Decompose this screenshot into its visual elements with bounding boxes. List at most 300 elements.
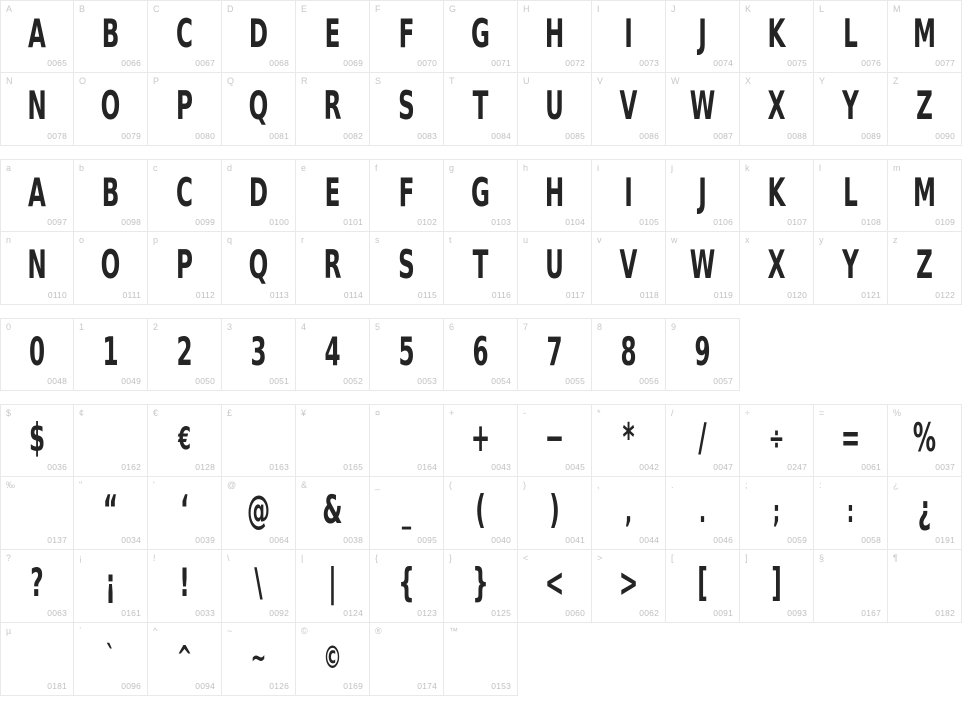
- glyph-preview: J: [698, 11, 707, 57]
- glyph-cell[interactable]: [740, 0, 814, 73]
- glyph-char-label: =: [819, 408, 825, 418]
- glyph-char-label: £: [227, 408, 233, 418]
- glyph-cell[interactable]: [370, 0, 444, 73]
- glyph-char-label: w: [671, 235, 678, 245]
- glyph-cell[interactable]: [222, 159, 296, 232]
- glyph-char-label: s: [375, 235, 380, 245]
- glyph-cell[interactable]: [518, 73, 592, 146]
- glyph-cell[interactable]: [370, 550, 444, 623]
- glyph-cell[interactable]: [518, 0, 592, 73]
- glyph-char-label: ¥: [301, 408, 307, 418]
- glyph-cell[interactable]: [666, 404, 740, 477]
- glyph-cell[interactable]: [444, 0, 518, 73]
- glyph-char-label: 6: [449, 322, 455, 332]
- glyph-cell-empty: [518, 623, 592, 696]
- glyph-char-label: e: [301, 163, 307, 173]
- glyph-code-label: 0117: [565, 290, 585, 300]
- glyph-cell[interactable]: [296, 159, 370, 232]
- glyph-code-label: 0097: [47, 217, 67, 227]
- glyph-cell[interactable]: [740, 550, 814, 623]
- glyph-preview: ©: [323, 638, 342, 676]
- glyph-preview: P: [176, 84, 193, 130]
- glyph-char-label: c: [153, 163, 158, 173]
- glyph-char-label: \: [227, 553, 230, 563]
- glyph-cell[interactable]: [74, 232, 148, 305]
- glyph-char-label: $: [6, 408, 12, 418]
- glyph-cell[interactable]: [592, 477, 666, 550]
- glyph-code-label: 0153: [491, 681, 511, 691]
- glyph-cell[interactable]: [740, 232, 814, 305]
- glyph-cell[interactable]: [740, 73, 814, 146]
- glyph-cell[interactable]: [0, 318, 74, 391]
- glyph-cell[interactable]: [296, 232, 370, 305]
- glyph-cell[interactable]: [296, 0, 370, 73]
- glyph-cell[interactable]: [814, 404, 888, 477]
- glyph-code-label: 0093: [787, 608, 807, 618]
- glyph-preview: ~: [250, 638, 267, 676]
- glyph-code-label: 0061: [861, 462, 881, 472]
- glyph-cell[interactable]: [0, 404, 74, 477]
- glyph-cell-empty: [740, 318, 814, 391]
- glyph-code-label: 0040: [491, 535, 511, 545]
- glyph-cell[interactable]: [148, 159, 222, 232]
- glyph-preview: K: [767, 170, 786, 216]
- glyph-code-label: 0077: [935, 58, 955, 68]
- glyph-cell[interactable]: [592, 404, 666, 477]
- glyph-preview: ‘: [180, 488, 189, 534]
- glyph-cell[interactable]: [222, 318, 296, 391]
- glyph-char-label: ¿: [893, 480, 899, 490]
- glyph-cell[interactable]: [666, 550, 740, 623]
- glyph-cell[interactable]: [592, 550, 666, 623]
- glyph-char-label: ®: [375, 626, 382, 636]
- glyph-cell[interactable]: [296, 318, 370, 391]
- glyph-cell[interactable]: [518, 477, 592, 550]
- glyph-preview: X: [767, 243, 786, 289]
- glyph-cell[interactable]: [444, 623, 518, 696]
- glyph-char-label: 1: [79, 322, 85, 332]
- glyph-cell[interactable]: [222, 73, 296, 146]
- glyph-code-label: 0102: [417, 217, 437, 227]
- glyph-cell[interactable]: [74, 318, 148, 391]
- glyph-preview: S: [398, 243, 415, 289]
- glyph-char-label: z: [893, 235, 898, 245]
- glyph-cell[interactable]: [370, 477, 444, 550]
- glyph-cell[interactable]: [74, 550, 148, 623]
- glyph-preview: Q: [248, 84, 269, 130]
- glyph-code-label: 0107: [787, 217, 807, 227]
- glyph-code-label: 0124: [343, 608, 363, 618]
- glyph-preview: [: [697, 561, 708, 607]
- glyph-preview: −: [544, 415, 565, 461]
- glyph-char-label: C: [153, 4, 160, 14]
- glyph-code-label: 0057: [713, 376, 733, 386]
- glyph-char-label: ¢: [79, 408, 85, 418]
- glyph-cell[interactable]: [888, 0, 962, 73]
- glyph-cell-empty: [814, 318, 888, 391]
- glyph-char-label: /: [671, 408, 674, 418]
- glyph-char-label: ;: [745, 480, 748, 490]
- glyph-char-label: V: [597, 76, 604, 86]
- glyph-code-label: 0058: [861, 535, 881, 545]
- glyph-code-label: 0088: [787, 131, 807, 141]
- glyph-code-label: 0182: [935, 608, 955, 618]
- glyph-cell[interactable]: [370, 73, 444, 146]
- glyph-char-label: ©: [301, 626, 308, 636]
- glyph-cell[interactable]: [148, 73, 222, 146]
- glyph-code-label: 0086: [639, 131, 659, 141]
- glyph-cell[interactable]: [666, 0, 740, 73]
- glyph-char-label: `: [79, 626, 82, 636]
- glyph-cell[interactable]: [814, 550, 888, 623]
- glyph-code-label: 0080: [195, 131, 215, 141]
- glyph-char-label: µ: [6, 626, 12, 636]
- glyph-cell[interactable]: [740, 159, 814, 232]
- glyph-preview: 4: [324, 329, 341, 375]
- glyph-code-label: 0162: [121, 462, 141, 472]
- glyph-char-label: >: [597, 553, 603, 563]
- glyph-code-label: 0092: [269, 608, 289, 618]
- glyph-cell[interactable]: [296, 550, 370, 623]
- glyph-cell[interactable]: [444, 477, 518, 550]
- glyph-code-label: 0085: [565, 131, 585, 141]
- glyph-cell[interactable]: [592, 159, 666, 232]
- glyph-preview: Z: [916, 243, 933, 289]
- glyph-preview: G: [471, 170, 490, 216]
- glyph-char-label: Y: [819, 76, 826, 86]
- glyph-cell[interactable]: [444, 159, 518, 232]
- glyph-cell[interactable]: [296, 404, 370, 477]
- glyph-cell[interactable]: [592, 73, 666, 146]
- glyph-cell[interactable]: [370, 404, 444, 477]
- glyph-char-label: 0: [6, 322, 12, 332]
- glyph-char-label: Z: [893, 76, 899, 86]
- glyph-cell[interactable]: [814, 232, 888, 305]
- glyph-cell[interactable]: [888, 477, 962, 550]
- glyph-code-label: 0062: [639, 608, 659, 618]
- glyph-code-label: 0125: [491, 608, 511, 618]
- glyph-preview: ]: [771, 561, 782, 607]
- glyph-preview: H: [544, 170, 565, 216]
- glyph-cell[interactable]: [666, 232, 740, 305]
- glyph-char-label: ,: [597, 480, 600, 490]
- glyph-preview: |: [328, 561, 337, 607]
- glyph-code-label: 0050: [195, 376, 215, 386]
- glyph-cell[interactable]: [814, 477, 888, 550]
- glyph-cell-empty: [814, 623, 888, 696]
- glyph-cell[interactable]: [740, 477, 814, 550]
- glyph-cell[interactable]: [0, 232, 74, 305]
- glyph-char-label: 5: [375, 322, 381, 332]
- glyph-cell[interactable]: [666, 73, 740, 146]
- glyph-cell[interactable]: [444, 404, 518, 477]
- glyph-char-label: m: [893, 163, 901, 173]
- glyph-preview: >: [618, 561, 639, 607]
- glyph-cell[interactable]: [814, 0, 888, 73]
- glyph-char-label: ]: [745, 553, 748, 563]
- glyph-char-label: 7: [523, 322, 529, 332]
- glyph-code-label: 0116: [491, 290, 511, 300]
- glyph-char-label: ¶: [893, 553, 898, 563]
- glyph-code-label: 0110: [47, 290, 67, 300]
- glyph-preview: J: [698, 170, 707, 216]
- glyph-code-label: 0118: [639, 290, 659, 300]
- glyph-code-label: 0079: [121, 131, 141, 141]
- glyph-char-label: h: [523, 163, 529, 173]
- glyph-code-label: 0105: [639, 217, 659, 227]
- glyph-block-lowercase-letters: [0, 159, 970, 305]
- glyph-cell[interactable]: [222, 477, 296, 550]
- glyph-code-label: 0053: [417, 376, 437, 386]
- glyph-code-label: 0114: [343, 290, 363, 300]
- glyph-cell[interactable]: [148, 477, 222, 550]
- glyph-cell[interactable]: [74, 404, 148, 477]
- glyph-code-label: 0164: [417, 462, 437, 472]
- glyph-code-label: 0161: [121, 608, 141, 618]
- glyph-code-label: 0128: [195, 462, 215, 472]
- glyph-preview: N: [27, 84, 47, 130]
- glyph-cell[interactable]: [148, 623, 222, 696]
- glyph-char-label: g: [449, 163, 455, 173]
- glyph-char-label: !: [153, 553, 156, 563]
- glyph-code-label: 0060: [565, 608, 585, 618]
- glyph-char-label: i: [597, 163, 599, 173]
- glyph-cell[interactable]: [296, 73, 370, 146]
- glyph-code-label: 0091: [713, 608, 733, 618]
- glyph-preview: M: [913, 11, 936, 57]
- glyph-char-label: o: [79, 235, 85, 245]
- glyph-char-label: *: [597, 408, 601, 418]
- glyph-code-label: 0113: [269, 290, 289, 300]
- glyph-cell[interactable]: [518, 159, 592, 232]
- glyph-code-label: 0055: [565, 376, 585, 386]
- glyph-code-label: 0072: [565, 58, 585, 68]
- glyph-code-label: 0163: [269, 462, 289, 472]
- glyph-cell[interactable]: [222, 550, 296, 623]
- glyph-preview: :: [846, 492, 855, 530]
- glyph-cell[interactable]: [0, 0, 74, 73]
- glyph-cell[interactable]: [370, 232, 444, 305]
- glyph-char-label: O: [79, 76, 87, 86]
- glyph-char-label: M: [893, 4, 901, 14]
- glyph-cell[interactable]: [0, 623, 74, 696]
- glyph-cell[interactable]: [74, 0, 148, 73]
- glyph-cell[interactable]: [666, 318, 740, 391]
- glyph-cell[interactable]: [592, 0, 666, 73]
- glyph-code-label: 0094: [195, 681, 215, 691]
- glyph-cell[interactable]: [518, 404, 592, 477]
- glyph-code-label: 0033: [195, 608, 215, 618]
- glyph-preview: I: [624, 11, 633, 57]
- glyph-cell[interactable]: [222, 623, 296, 696]
- glyph-preview: /: [698, 415, 707, 461]
- glyph-code-label: 0126: [269, 681, 289, 691]
- glyph-char-label: @: [227, 480, 237, 490]
- glyph-preview: ¿: [917, 488, 932, 534]
- glyph-char-label: r: [301, 235, 304, 245]
- glyph-code-label: 0098: [121, 217, 141, 227]
- glyph-code-label: 0081: [269, 131, 289, 141]
- glyph-cell[interactable]: [740, 404, 814, 477]
- glyph-code-label: 0122: [935, 290, 955, 300]
- glyph-char-label: 4: [301, 322, 307, 332]
- glyph-preview: X: [767, 84, 786, 130]
- glyph-cell[interactable]: [0, 73, 74, 146]
- glyph-code-label: 0034: [121, 535, 141, 545]
- glyph-char-label: a: [6, 163, 12, 173]
- glyph-char-label: j: [671, 163, 673, 173]
- glyph-cell[interactable]: [296, 623, 370, 696]
- glyph-code-label: 0073: [639, 58, 659, 68]
- glyph-char-label: G: [449, 4, 457, 14]
- glyph-cell[interactable]: [74, 73, 148, 146]
- glyph-preview: {: [398, 561, 415, 607]
- glyph-preview: =: [840, 415, 861, 461]
- glyph-cell[interactable]: [74, 159, 148, 232]
- glyph-code-label: 0044: [639, 535, 659, 545]
- glyph-code-label: 0084: [491, 131, 511, 141]
- glyph-preview: %: [912, 415, 937, 461]
- glyph-preview: ): [549, 488, 560, 534]
- glyph-preview: @: [246, 488, 271, 534]
- glyph-cell[interactable]: [814, 73, 888, 146]
- glyph-cell[interactable]: [888, 404, 962, 477]
- glyph-code-label: 0191: [935, 535, 955, 545]
- glyph-code-label: 0103: [491, 217, 511, 227]
- glyph-cell[interactable]: [296, 477, 370, 550]
- glyph-code-label: 0067: [195, 58, 215, 68]
- glyph-preview: S: [398, 84, 415, 130]
- glyph-code-label: 0083: [417, 131, 437, 141]
- glyph-char-label: y: [819, 235, 824, 245]
- glyph-char-label: _: [375, 480, 381, 490]
- glyph-preview: H: [544, 11, 565, 57]
- glyph-cell[interactable]: [222, 232, 296, 305]
- glyph-cell[interactable]: [148, 318, 222, 391]
- glyph-char-label: 8: [597, 322, 603, 332]
- glyph-cell[interactable]: [74, 477, 148, 550]
- glyph-char-label: +: [449, 408, 455, 418]
- glyph-code-label: 0041: [565, 535, 585, 545]
- glyph-code-label: 0045: [565, 462, 585, 472]
- glyph-code-label: 0038: [343, 535, 363, 545]
- glyph-preview: V: [619, 84, 638, 130]
- glyph-preview: V: [619, 243, 638, 289]
- glyph-cell[interactable]: [888, 73, 962, 146]
- glyph-char-label: ¤: [375, 408, 381, 418]
- glyph-char-label: %: [893, 408, 902, 418]
- glyph-code-label: 0123: [417, 608, 437, 618]
- glyph-preview: ,: [624, 492, 633, 530]
- glyph-cell[interactable]: [518, 232, 592, 305]
- glyph-preview: R: [323, 84, 342, 130]
- glyph-preview: 8: [620, 329, 637, 375]
- glyph-preview: Z: [916, 84, 933, 130]
- glyph-preview: ÷: [768, 419, 785, 457]
- glyph-code-label: 0165: [343, 462, 363, 472]
- glyph-cell[interactable]: [666, 159, 740, 232]
- glyph-cell[interactable]: [0, 550, 74, 623]
- glyph-preview: ?: [30, 561, 44, 607]
- glyph-code-label: 0063: [47, 608, 67, 618]
- glyph-cell[interactable]: [888, 550, 962, 623]
- glyph-cell[interactable]: [592, 232, 666, 305]
- glyph-char-label: l: [819, 163, 821, 173]
- glyph-cell[interactable]: [370, 159, 444, 232]
- glyph-preview: $: [28, 415, 46, 461]
- glyph-code-label: 0115: [417, 290, 437, 300]
- glyph-preview: W: [689, 243, 716, 289]
- glyph-preview: N: [27, 243, 47, 289]
- glyph-cell[interactable]: [222, 404, 296, 477]
- glyph-cell[interactable]: [444, 318, 518, 391]
- glyph-cell-empty: [666, 623, 740, 696]
- glyph-cell[interactable]: [518, 550, 592, 623]
- glyph-char-label: v: [597, 235, 602, 245]
- glyph-code-label: 0048: [47, 376, 67, 386]
- glyph-cell[interactable]: [814, 159, 888, 232]
- glyph-preview: .: [698, 492, 707, 530]
- glyph-cell[interactable]: [666, 477, 740, 550]
- glyph-preview: Y: [842, 84, 859, 130]
- glyph-cell[interactable]: [148, 232, 222, 305]
- glyph-cell[interactable]: [592, 318, 666, 391]
- glyph-cell[interactable]: [0, 477, 74, 550]
- glyph-code-label: 0076: [861, 58, 881, 68]
- glyph-char-label: &: [301, 480, 308, 490]
- glyph-preview: L: [843, 170, 858, 216]
- glyph-cell[interactable]: [74, 623, 148, 696]
- glyph-code-label: 0049: [121, 376, 141, 386]
- glyph-cell[interactable]: [888, 159, 962, 232]
- glyph-preview: O: [100, 243, 121, 289]
- glyph-cell[interactable]: [888, 232, 962, 305]
- glyph-cell[interactable]: [444, 232, 518, 305]
- glyph-preview: ¡: [105, 561, 116, 607]
- glyph-block-symbols-and-punctuation: [0, 404, 970, 696]
- glyph-cell[interactable]: [444, 550, 518, 623]
- glyph-code-label: 0090: [935, 131, 955, 141]
- glyph-preview: F: [398, 11, 415, 57]
- glyph-cell[interactable]: [222, 0, 296, 73]
- glyph-preview: `: [105, 638, 116, 676]
- glyph-code-label: 0121: [861, 290, 881, 300]
- glyph-code-label: 0066: [121, 58, 141, 68]
- glyph-cell[interactable]: [518, 318, 592, 391]
- glyph-preview: Y: [842, 243, 859, 289]
- glyph-preview: M: [913, 170, 936, 216]
- glyph-code-label: 0059: [787, 535, 807, 545]
- glyph-cell[interactable]: [148, 404, 222, 477]
- glyph-cell[interactable]: [444, 73, 518, 146]
- glyph-cell[interactable]: [148, 550, 222, 623]
- glyph-cell[interactable]: [370, 318, 444, 391]
- glyph-cell[interactable]: [370, 623, 444, 696]
- glyph-char-label: n: [6, 235, 12, 245]
- glyph-cell[interactable]: [148, 0, 222, 73]
- glyph-cell[interactable]: [0, 159, 74, 232]
- glyph-char-label: I: [597, 4, 600, 14]
- glyph-preview: T: [472, 243, 489, 289]
- glyph-char-label: K: [745, 4, 752, 14]
- glyph-block-digits: [0, 318, 970, 391]
- glyph-preview: K: [767, 11, 786, 57]
- glyph-char-label: :: [819, 480, 822, 490]
- glyph-char-label: u: [523, 235, 529, 245]
- glyph-char-label: ™: [449, 626, 458, 636]
- glyph-char-label: ~: [227, 626, 233, 636]
- glyph-char-label: T: [449, 76, 455, 86]
